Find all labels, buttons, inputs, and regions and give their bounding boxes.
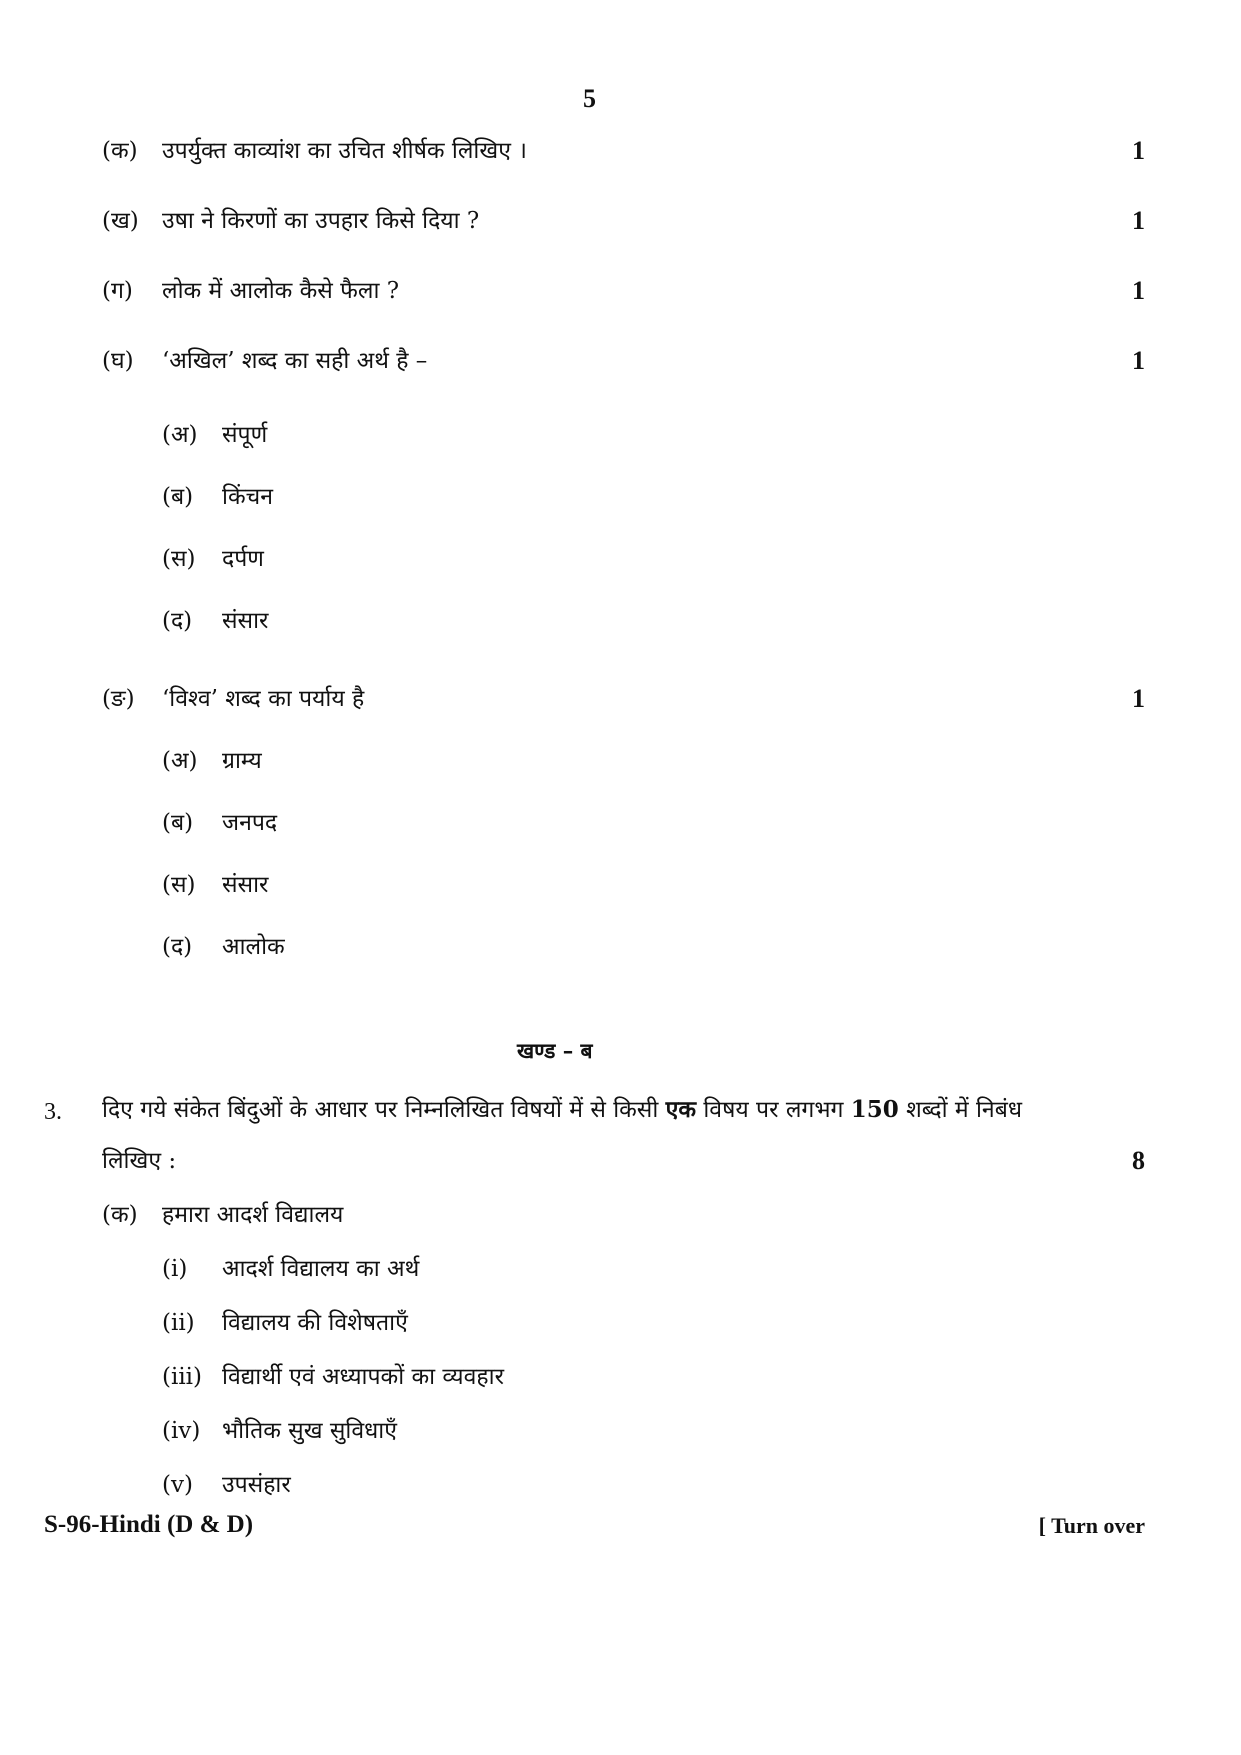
option-text: किंचन: [222, 484, 273, 510]
option-label: (अ): [162, 748, 198, 774]
word-count: 150: [850, 1096, 899, 1123]
question-marks: 1: [1132, 136, 1145, 165]
question-text: उपर्युक्त काव्यांश का उचित शीर्षक लिखिए ।: [162, 138, 527, 164]
question-marks: 8: [1132, 1146, 1145, 1175]
emphasis-text: एक: [665, 1096, 697, 1123]
question-text: लोक में आलोक कैसे फैला ?: [162, 278, 400, 304]
question-label: (ग): [102, 278, 133, 304]
point-label: (iii): [162, 1364, 203, 1390]
option-text: दर्पण: [222, 546, 264, 572]
question-label: (घ): [102, 348, 134, 374]
point-text: उपसंहार: [222, 1472, 291, 1498]
option-text: ग्राम्य: [222, 748, 262, 774]
turn-over-label: [ Turn over: [1038, 1513, 1145, 1538]
question-text: ‘विश्व’ शब्द का पर्याय है: [162, 686, 365, 712]
question-label: (क): [102, 138, 138, 164]
point-text: विद्यार्थी एवं अध्यापकों का व्यवहार: [222, 1364, 504, 1390]
point-text: आदर्श विद्यालय का अर्थ: [222, 1256, 420, 1282]
page-number: 5: [583, 84, 596, 113]
point-label: (v): [162, 1472, 193, 1498]
point-text: भौतिक सुख सुविधाएँ: [222, 1418, 397, 1444]
question-label: (ख): [102, 208, 139, 234]
option-label: (अ): [162, 422, 198, 448]
point-label: (iv): [162, 1418, 201, 1444]
topic-label: (क): [102, 1202, 138, 1228]
question-label: (ङ): [102, 686, 135, 712]
point-label: (ii): [162, 1310, 195, 1336]
point-text: विद्यालय की विशेषताएँ: [222, 1310, 408, 1336]
question-marks: 1: [1132, 346, 1145, 375]
option-label: (ब): [162, 810, 194, 836]
question-text: ‘अखिल’ शब्द का सही अर्थ है –: [162, 348, 428, 374]
option-label: (द): [162, 608, 193, 634]
paper-code: S-96-Hindi (D & D): [44, 1511, 254, 1538]
question3-text-part: दिए गये संकेत बिंदुओं के आधार पर निम्नलिखित विषयों में से किसी: [102, 1097, 659, 1123]
option-label: (द): [162, 934, 193, 960]
option-text: संपूर्ण: [222, 422, 268, 448]
question-marks: 1: [1132, 206, 1145, 235]
option-label: (स): [162, 872, 196, 898]
option-text: संसार: [222, 872, 269, 898]
question-number: 3.: [44, 1099, 62, 1125]
topic-title: हमारा आदर्श विद्यालय: [162, 1202, 344, 1228]
option-text: संसार: [222, 608, 269, 634]
question-text: उषा ने किरणों का उपहार किसे दिया ?: [162, 208, 480, 234]
option-label: (ब): [162, 484, 194, 510]
question3-line1: [102, 1098, 1022, 1122]
question-marks: 1: [1132, 276, 1145, 305]
question3-text-part: शब्दों में निबंध: [906, 1097, 1022, 1123]
point-label: (i): [162, 1256, 188, 1282]
question-marks: 1: [1132, 684, 1145, 713]
option-label: (स): [162, 546, 196, 572]
question3-text-part: विषय पर लगभग: [703, 1097, 844, 1123]
option-text: आलोक: [222, 934, 285, 960]
question3-line2: लिखिए :: [102, 1148, 177, 1174]
option-text: जनपद: [222, 810, 278, 836]
section-title: खण्ड – ब: [517, 1038, 593, 1063]
